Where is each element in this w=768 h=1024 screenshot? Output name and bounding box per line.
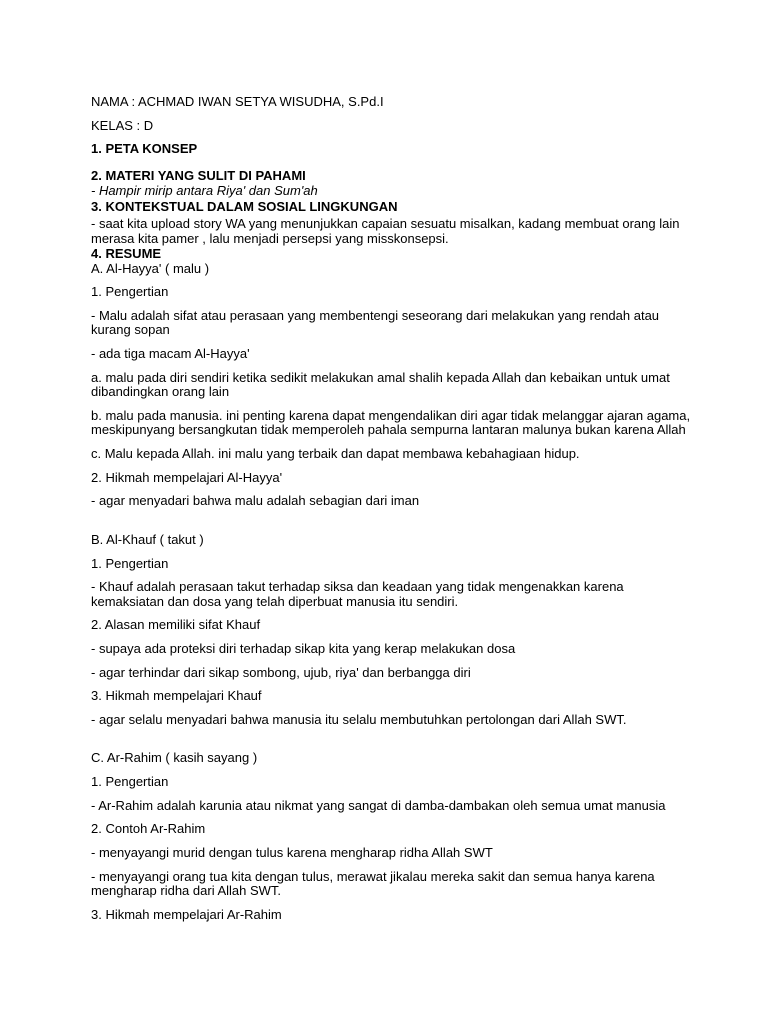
resume-a-hikmah-title: 2. Hikmah mempelajari Al-Hayya' bbox=[91, 470, 283, 485]
resume-a-macam-b-line-1: b. malu pada manusia. ini penting karena dapat mengendalikan diri agar tidak melanggar ajaran agama, bbox=[91, 408, 691, 423]
resume-c-contoh-1: - menyayangi murid dengan tulus karena mengharap ridha Allah SWT bbox=[91, 845, 493, 860]
resume-a-title: A. Al-Hayya' ( malu ) bbox=[91, 261, 210, 276]
section-4-title: 4. RESUME bbox=[91, 246, 162, 261]
section-2-title: 2. MATERI YANG SULIT DI PAHAMI bbox=[91, 168, 306, 183]
student-name: NAMA : ACHMAD IWAN SETYA WISUDHA, S.Pd.I bbox=[91, 94, 384, 109]
resume-b-alasan-title: 2. Alasan memiliki sifat Khauf bbox=[91, 617, 261, 632]
resume-c-title: C. Ar-Rahim ( kasih sayang ) bbox=[91, 750, 258, 765]
resume-b-hikmah-text: - agar selalu menyadari bahwa manusia itu selalu membutuhkan pertolongan dari Allah SWT. bbox=[91, 712, 627, 727]
resume-b-title: B. Al-Khauf ( takut ) bbox=[91, 532, 204, 547]
resume-b-pengertian-line-1: - Khauf adalah perasaan takut terhadap siksa dan keadaan yang tidak mengenakkan karena bbox=[91, 579, 624, 594]
resume-a-macam-a-line-1: a. malu pada diri sendiri ketika sedikit melakukan amal shalih kepada Allah dan kebaikan untuk umat bbox=[91, 370, 670, 385]
resume-a-pengertian-line-2: kurang sopan bbox=[91, 322, 170, 337]
section-3-title: 3. KONTEKSTUAL DALAM SOSIAL LINGKUNGAN bbox=[91, 199, 398, 214]
student-class: KELAS : D bbox=[91, 118, 154, 133]
resume-b-pengertian-title: 1. Pengertian bbox=[91, 556, 169, 571]
resume-c-contoh-title: 2. Contoh Ar-Rahim bbox=[91, 821, 206, 836]
resume-a-macam-c: c. Malu kepada Allah. ini malu yang terbaik dan dapat membawa kebahagiaan hidup. bbox=[91, 446, 580, 461]
resume-a-hikmah-text: - agar menyadari bahwa malu adalah sebagian dari iman bbox=[91, 493, 420, 508]
resume-a-macam-a-line-2: dibandingkan orang lain bbox=[91, 384, 230, 399]
resume-b-hikmah-title: 3. Hikmah mempelajari Khauf bbox=[91, 688, 262, 703]
resume-a-pengertian-line-1: - Malu adalah sifat atau perasaan yang membentengi seseorang dari melakukan yang rendah atau bbox=[91, 308, 660, 323]
resume-c-contoh-2-line-1: - menyayangi orang tua kita dengan tulus, merawat jikalau mereka sakit dan semua hanya karena bbox=[91, 869, 655, 884]
resume-c-contoh-2-line-2: mengharap ridha dari Allah SWT. bbox=[91, 883, 282, 898]
section-2-text: - Hampir mirip antara Riya' dan Sum'ah bbox=[91, 183, 318, 198]
resume-c-pengertian-title: 1. Pengertian bbox=[91, 774, 169, 789]
resume-b-pengertian-line-2: kemaksiatan dan dosa yang telah diperbuat manusia itu sendiri. bbox=[91, 594, 459, 609]
resume-a-macam-intro: - ada tiga macam Al-Hayya' bbox=[91, 346, 250, 361]
resume-a-macam-b-line-2: meskipunyang bersangkutan tidak memperoleh pahala sempurna lantaran malunya bukan karena Allah bbox=[91, 422, 686, 437]
resume-c-pengertian-text: - Ar-Rahim adalah karunia atau nikmat yang sangat di damba-dambakan oleh semua umat manusia bbox=[91, 798, 666, 813]
section-3-text-line-2: merasa kita pamer , lalu menjadi persepsi yang misskonsepsi. bbox=[91, 231, 449, 246]
resume-c-hikmah-title: 3. Hikmah mempelajari Ar-Rahim bbox=[91, 907, 282, 922]
resume-b-alasan-1: - supaya ada proteksi diri terhadap sikap kita yang kerap melakukan dosa bbox=[91, 641, 516, 656]
resume-b-alasan-2: - agar terhindar dari sikap sombong, ujub, riya' dan berbangga diri bbox=[91, 665, 471, 680]
section-1-title: 1. PETA KONSEP bbox=[91, 141, 198, 156]
resume-a-pengertian-title: 1. Pengertian bbox=[91, 284, 169, 299]
section-3-text-line-1: - saat kita upload story WA yang menunjukkan capaian sesuatu misalkan, kadang membuat orang lain bbox=[91, 216, 680, 231]
